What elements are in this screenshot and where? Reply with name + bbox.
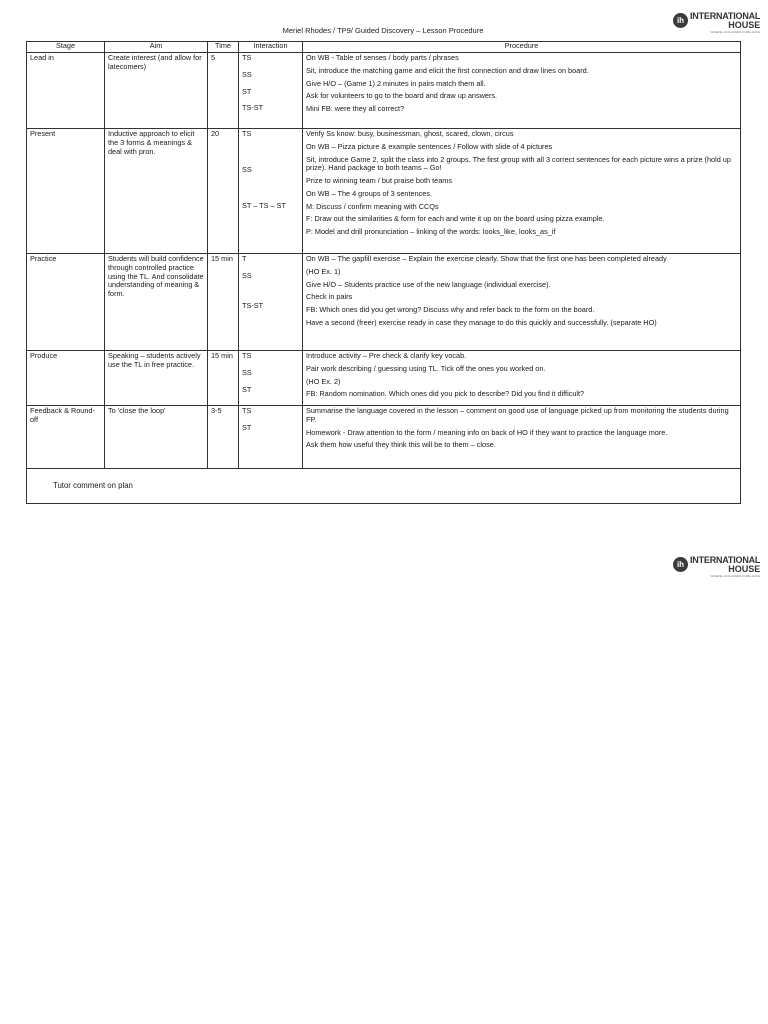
procedure-step: Prize to winning team / but praise both teams	[306, 176, 453, 185]
time-cell: 5	[208, 53, 239, 129]
interaction-item: ST	[242, 384, 252, 394]
interaction-item: ST	[242, 86, 252, 96]
procedure-step: Sit, introduce Game 2, split the class into 2 groups. The first group with all 3 correct sentences for each picture wins a prize (hold up prize). Hand package to both teams – Go!	[306, 154, 731, 173]
logo-word-international: INTERNATIONAL	[690, 555, 761, 565]
procedure-step: Ask for volunteers to go to the board and draw up answers.	[306, 91, 498, 101]
procedure-step: On WB – The 4 groups of 3 sentences.	[306, 188, 433, 198]
header-aim: Aim	[105, 42, 208, 53]
interaction-cell	[239, 406, 303, 469]
procedure-step: Introduce activity – Pre check & clarify key vocab.	[306, 351, 467, 360]
interaction-item: SS	[242, 164, 252, 174]
procedure-step: (HO Ex. 2)	[306, 376, 341, 386]
time-cell: 15 min	[208, 351, 239, 406]
procedure-step: On WB – Pizza picture & example sentences / Follow with slide of 4 pictures	[306, 141, 553, 151]
procedure-step: FB: Random nomination. Which ones did you pick to describe? Did you find it difficult?	[306, 389, 585, 399]
procedure-step: Verify Ss know: busy, businessman, ghost, scared, clown, circus	[306, 129, 514, 138]
table-row	[27, 53, 741, 129]
stage-cell: Practice	[27, 254, 105, 351]
page-title: Meriel Rhodes / TP9/ Guided Discovery – Lesson Procedure	[282, 26, 484, 35]
procedure-step: On WB - Table of senses / body parts / phrases	[306, 53, 459, 62]
procedure-step: M: Discuss / confirm meaning with CCQs	[306, 201, 439, 211]
time-cell: 20	[208, 129, 239, 254]
interaction-item: SS	[242, 367, 252, 377]
procedure-cell	[303, 351, 741, 406]
header-stage: Stage	[27, 42, 105, 53]
international-house-logo-footer	[673, 556, 760, 578]
interaction-item: TS	[242, 351, 252, 360]
header-procedure: Procedure	[303, 42, 741, 53]
procedure-step: Summarise the language covered in the lesson – comment on good use of language picked up from monitoring the students during FP.	[306, 406, 729, 424]
procedure-cell	[303, 53, 741, 129]
procedure-step: Homework - Draw attention to the form / meaning info on back of HO if they want to practice the language more.	[306, 427, 668, 437]
tutor-comment-row	[27, 469, 741, 504]
procedure-cell	[303, 129, 741, 254]
table-header-row	[27, 42, 741, 53]
procedure-step: Give H/O – Students practice use of the new language (individual exercise).	[306, 279, 551, 289]
stage-cell: Present	[27, 129, 105, 254]
procedure-step: Give H/O – (Game 1) 2 minutes in pairs match them all.	[306, 78, 486, 88]
procedure-step: Pair work describing / guessing using TL. Tick off the ones you worked on.	[306, 363, 546, 373]
procedure-step: P: Model and drill pronunciation – linking of the words: looks_like, looks_as_if	[306, 227, 556, 236]
interaction-cell	[239, 129, 303, 254]
interaction-item: ST	[242, 422, 252, 432]
ih-logo-icon: ih	[673, 13, 688, 28]
interaction-item: TS-ST	[242, 103, 264, 113]
interaction-cell	[239, 53, 303, 129]
interaction-item: SS	[242, 69, 252, 79]
header-time: Time	[208, 42, 239, 53]
interaction-item: TS-ST	[242, 300, 264, 310]
header-interaction: Interaction	[239, 42, 303, 53]
procedure-cell	[303, 406, 741, 469]
procedure-step: FB: Which ones did you get wrong? Discuss why and refer back to the form on the board.	[306, 305, 595, 314]
interaction-item: TS	[242, 406, 252, 415]
time-cell: 15 min	[208, 254, 239, 351]
aim-cell: Students will build confidence through controlled practice using the TL. And consolidate understanding of meaning & form.	[105, 254, 208, 351]
procedure-step: Sit, introduce the matching game and elicit the first connection and draw lines on board.	[306, 65, 589, 75]
aim-cell: Speaking – students actively use the TL in free practice.	[105, 351, 208, 406]
logo-word-international: INTERNATIONAL	[690, 11, 761, 21]
logo-word-house: HOUSE	[728, 20, 761, 30]
stage-cell: Lead in	[27, 53, 105, 129]
logo-word-house: HOUSE	[728, 564, 761, 574]
interaction-item: TS	[242, 53, 252, 62]
interaction-item: TS	[242, 129, 252, 138]
table-row	[27, 254, 741, 351]
table-row	[27, 129, 741, 254]
logo-tagline: WHERE LANGUAGES COME ALIVE	[710, 574, 761, 578]
tutor-comment-label: Tutor comment on plan	[27, 469, 741, 504]
procedure-step: Check in pairs	[306, 292, 353, 302]
interaction-item: ST – TS – ST	[242, 200, 286, 210]
aim-cell: To 'close the loop'	[105, 406, 208, 469]
procedure-step: Ask them how useful they think this will be to them – close.	[306, 440, 496, 450]
ih-logo-icon: ih	[673, 557, 688, 572]
time-cell: 3-5	[208, 406, 239, 469]
logo-tagline: WHERE LANGUAGES COME ALIVE	[710, 30, 761, 34]
table-row	[27, 406, 741, 469]
procedure-step: F: Draw out the similarities & form for each and write it up on the board using pizza example.	[306, 214, 605, 224]
lesson-procedure-table	[26, 41, 741, 504]
aim-cell: Create interest (and allow for latecomers)	[105, 53, 208, 129]
procedure-step: (HO Ex. 1)	[306, 266, 341, 276]
aim-cell: Inductive approach to elicit the 3 forms & meanings & deal with pron.	[105, 129, 208, 254]
interaction-cell	[239, 254, 303, 351]
interaction-cell	[239, 351, 303, 406]
interaction-item: SS	[242, 270, 252, 280]
procedure-step: Mini FB: were they all correct?	[306, 104, 405, 113]
table-row	[27, 351, 741, 406]
procedure-cell	[303, 254, 741, 351]
procedure-step: Have a second (freer) exercise ready in case they manage to do this quickly and successfully. (separate HO)	[306, 317, 657, 327]
procedure-step: On WB – The gapfill exercise – Explain the exercise clearly. Show that the first one has been completed already	[306, 254, 667, 263]
interaction-item: T	[242, 254, 247, 263]
stage-cell: Feedback & Round-off	[27, 406, 105, 469]
stage-cell: Produce	[27, 351, 105, 406]
